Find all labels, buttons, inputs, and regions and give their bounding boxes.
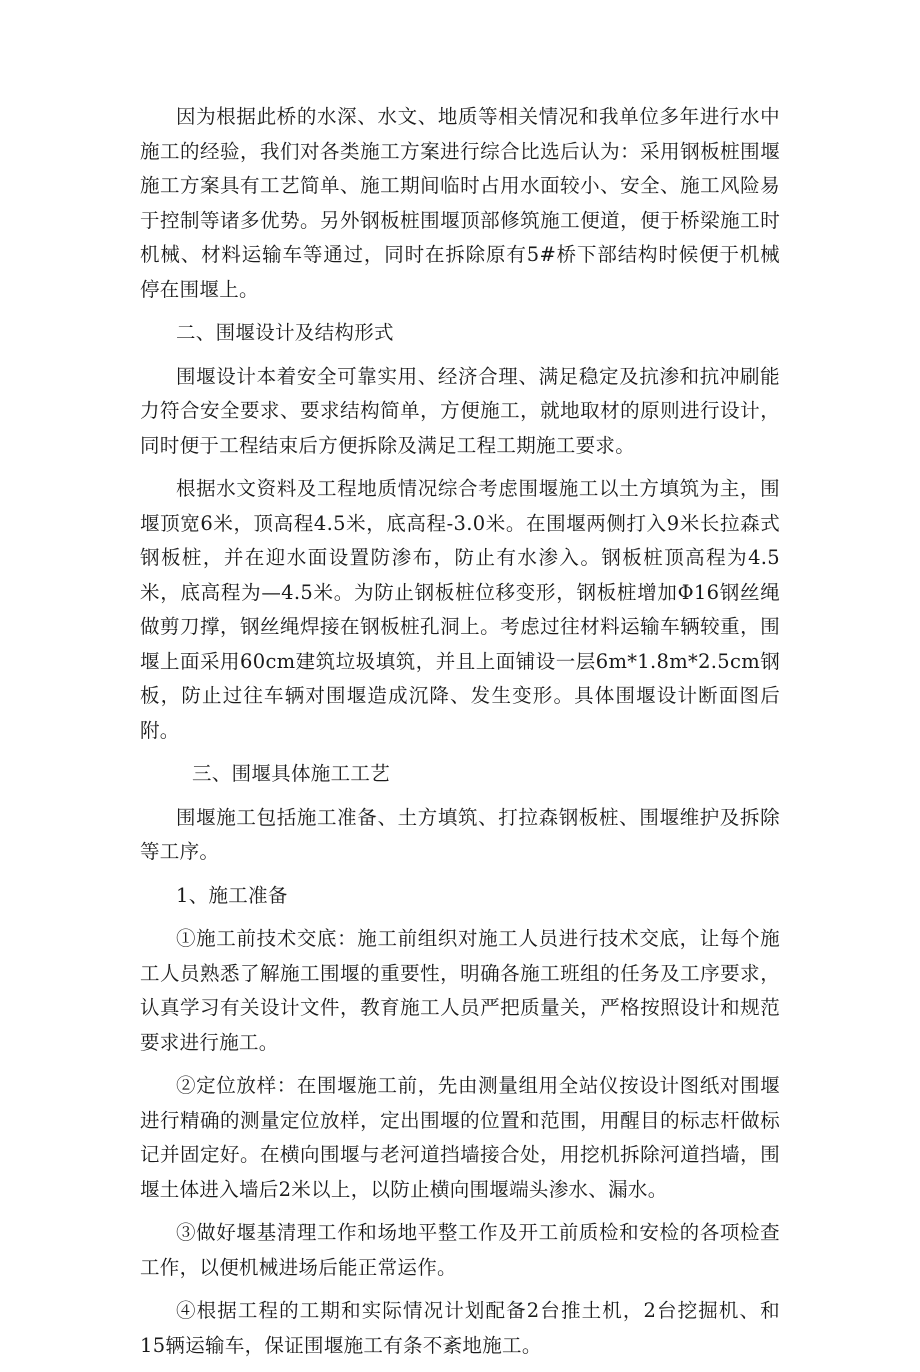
paragraph-prep-item-3: ③做好堰基清理工作和场地平整工作及开工前质检和安检的各项检查工作，以便机械进场后能正常运作。 [140,1221,780,1279]
paragraph-prep-item-4: ④根据工程的工期和实际情况计划配备2台推土机，2台挖掘机、和15辆运输车，保证围堰施工有条不紊地施工。 [140,1299,780,1357]
paragraph-prep-item-1: ①施工前技术交底：施工前组织对施工人员进行技术交底，让每个施工人员熟悉了解施工围堰的重要性，明确各施工班组的任务及工序要求，认真学习有关设计文件，教育施工人员严把质量关，严格按照设计和规范要求进行施工。 [140,927,780,1054]
section-heading-design: 二、围堰设计及结构形式 [176,321,394,344]
paragraph-design-principle: 围堰设计本着安全可靠实用、经济合理、满足稳定及抗渗和抗冲刷能力符合安全要求、要求结构简单，方便施工，就地取材的原则进行设计，同时便于工程结束后方便拆除及满足工程工期施工要求。 [140,364,780,457]
document-body [140,100,780,1372]
subsection-heading-preparation: 1、施工准备 [176,883,288,907]
section-heading-process: 三、围堰具体施工工艺 [192,762,391,785]
paragraph-design-details: 根据水文资料及工程地质情况综合考虑围堰施工以土方填筑为主，围堰顶宽6米，顶高程4.5米，底高程-3.0米。在围堰两侧打入9米长拉森式钢板桩，并在迎水面设置防渗布，防止有水渗入。钢板桩顶高程为4.5米，底高程为—4.5米。为防止钢板桩位移变形，钢板桩增加Φ16钢丝绳做剪刀撑，钢丝绳焊接在钢板桩孔洞上。考虑过往材料运输车辆较重，围堰上面采用60cm建筑垃圾填筑，并且上面铺设一层6m*1.8m*2.5cm钢板，防止过往车辆对围堰造成沉降、发生变形。具体围堰设计断面图后附。 [140,477,780,742]
paragraph-process-overview: 围堰施工包括施工准备、土方填筑、打拉森钢板桩、围堰维护及拆除等工序。 [140,805,780,863]
paragraph-prep-item-2: ②定位放样：在围堰施工前，先由测量组用全站仪按设计图纸对围堰进行精确的测量定位放样，定出围堰的位置和范围，用醒目的标志杆做标记并固定好。在横向围堰与老河道挡墙接合处，用挖机拆除河道挡墙，围堰土体进入墙后2米以上，以防止横向围堰端头渗水、漏水。 [140,1074,780,1201]
paragraph-intro: 因为根据此桥的水深、水文、地质等相关情况和我单位多年进行水中施工的经验，我们对各类施工方案进行综合比选后认为：采用钢板桩围堰施工方案具有工艺简单、施工期间临时占用水面较小、安全、施工风险易于控制等诸多优势。另外钢板桩围堰顶部修筑施工便道，便于桥梁施工时机械、材料运输车等通过，同时在拆除原有5#桥下部结构时候便于机械停在围堰上。 [140,105,780,301]
